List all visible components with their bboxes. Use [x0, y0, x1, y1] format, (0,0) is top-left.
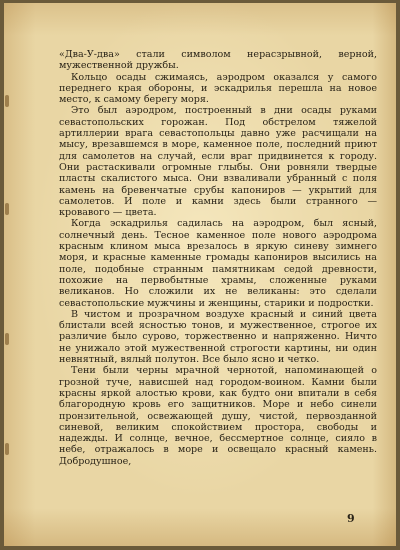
paragraph: В чистом и прозрачном воздухе красный и синий цвета блистали всей ясностью тонов, и мужественное, строгое их различие было сурово, торжественно и напряженно. Ничто не унижало этой мужественной строгости картины, ни один невнятный, вялый полутон. Все было ясно и четко.	[59, 308, 377, 366]
binding-staple	[5, 333, 9, 345]
book-page	[4, 3, 396, 546]
binding-staple	[5, 443, 9, 455]
paragraph: Это был аэродром, построенный в дни осады руками севастопольских горожан. Под обстрелом тяжелой артиллерии врага севастопольцы давно уже расчищали на мысу, врезавшемся в море, каменное поле, последний приют для самолетов на случай, если враг придвинется к городу. Они растаскивали огромные глыбы. Они ровняли твердые пласты скалистого мыса. Они взваливали убранный с поля камень на бревенчатые срубы капониров — укрытий для самолетов. И поле и камни здесь были странного — кровавого — цвета.	[59, 105, 377, 219]
page-number: 9	[347, 512, 355, 525]
body-text	[59, 49, 377, 467]
paragraph: Когда эскадрилья садилась на аэродром, был ясный, солнечный день. Тесное каменное поле нового аэродрома красным клином мыса врезалось в яркую синеву зимнего моря, и красные каменные громады капониров высились на поле, подобные странным памятникам седой древности, похожие на первобытные храмы, сложенные руками великанов. Но сложили их не великаны: это сделали севастопольские мужчины и женщины, старики и подростки.	[59, 218, 377, 309]
paragraph: Кольцо осады сжимаясь, аэродром оказался у самого переднего края обороны, и эскадрилья перешла на новое место, к самому берегу моря.	[59, 71, 377, 106]
binding-staple	[5, 95, 9, 107]
binding-staple	[5, 203, 9, 215]
paragraph: Тени были черны мрачной чернотой, напоминающей о грозной туче, нависшей над городом-воином. Камни были красны яркой алостью крови, как будто они впитали в себя благородную кровь его защитников. Море и небо синели пронзительной, освежающей душу, чистой, первозданной синевой, великим спокойствием простора, свободы и надежды. И солнце, вечное, бессмертное солнце, сияло в небе, отражалось в море и освещало красный камень. Добродушное,	[59, 365, 377, 467]
paragraph: «Два-У-два» стали символом нерасзрывной, верной, мужественной дружбы.	[59, 49, 377, 72]
